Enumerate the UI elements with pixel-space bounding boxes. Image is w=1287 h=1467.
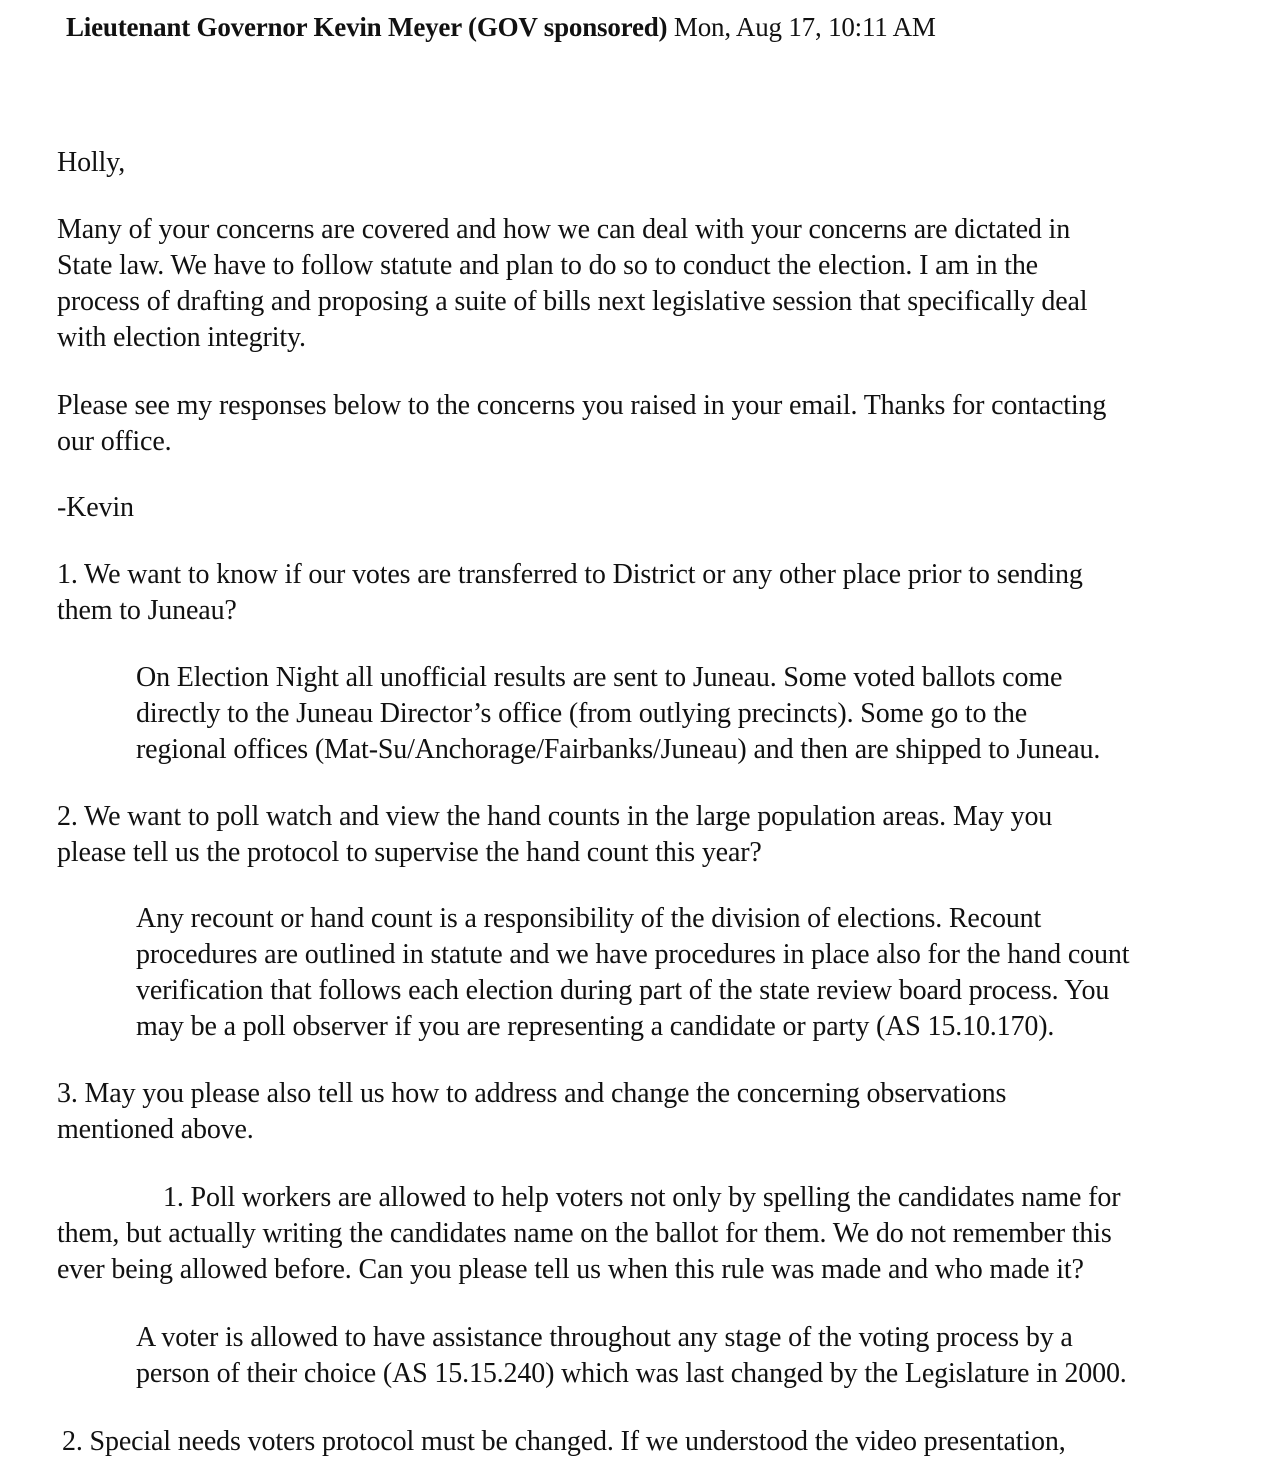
intro-line: with election integrity. <box>57 322 306 353</box>
answer-1-line: regional offices (Mat-Su/Anchorage/Fairbanks/Juneau) and then are shipped to Juneau. <box>136 734 1101 765</box>
greeting: Holly, <box>57 147 126 178</box>
see-responses-line: our office. <box>57 426 172 457</box>
sub-item-2-line: 2. Special needs voters protocol must be changed. If we understood the video presentation, <box>62 1426 1066 1457</box>
question-3-line: 3. May you please also tell us how to address and change the concerning observations <box>57 1078 1007 1109</box>
sub-item-1-line: 1. Poll workers are allowed to help voters not only by spelling the candidates name for <box>163 1182 1121 1213</box>
answer-2-line: verification that follows each election during part of the state review board process. You <box>136 975 1110 1006</box>
answer-1-line: directly to the Juneau Director’s office (from outlying precincts). Some go to the <box>136 698 1027 729</box>
question-1-line: 1. We want to know if our votes are transferred to District or any other place prior to sending <box>57 559 1083 590</box>
sub-item-1-line: them, but actually writing the candidates name on the ballot for them. We do not remember this <box>57 1218 1112 1249</box>
intro-line: Many of your concerns are covered and how we can deal with your concerns are dictated in <box>57 214 1071 245</box>
signoff: -Kevin <box>57 492 134 523</box>
email-header <box>66 12 936 43</box>
question-1-line: them to Juneau? <box>57 595 237 626</box>
intro-line: process of drafting and proposing a suite of bills next legislative session that specifically deal <box>57 286 1088 317</box>
email-date: Mon, Aug 17, 10:11 AM <box>673 12 936 42</box>
answer-2-line: Any recount or hand count is a responsibility of the division of elections. Recount <box>136 903 1042 934</box>
question-2-line: 2. We want to poll watch and view the hand counts in the large population areas. May you <box>57 801 1053 832</box>
see-responses-line: Please see my responses below to the concerns you raised in your email. Thanks for contacting <box>57 390 1107 421</box>
answer-2-line: may be a poll observer if you are representing a candidate or party (AS 15.10.170). <box>136 1011 1055 1042</box>
email-sender: Lieutenant Governor Kevin Meyer (GOV sponsored) <box>66 12 668 42</box>
intro-line: State law. We have to follow statute and plan to do so to conduct the election. I am in the <box>57 250 1038 281</box>
answer-1-line: On Election Night all unofficial results are sent to Juneau. Some voted ballots come <box>136 662 1063 693</box>
sub-item-1-line: ever being allowed before. Can you please tell us when this rule was made and who made it? <box>57 1254 1084 1285</box>
answer-2-line: procedures are outlined in statute and we have procedures in place also for the hand count <box>136 939 1130 970</box>
question-2-line: please tell us the protocol to supervise the hand count this year? <box>57 837 762 868</box>
question-3-line: mentioned above. <box>57 1114 254 1145</box>
sub-item-1-answer-line: A voter is allowed to have assistance throughout any stage of the voting process by a <box>136 1322 1073 1353</box>
sub-item-1-answer-line: person of their choice (AS 15.15.240) which was last changed by the Legislature in 2000. <box>136 1358 1127 1389</box>
